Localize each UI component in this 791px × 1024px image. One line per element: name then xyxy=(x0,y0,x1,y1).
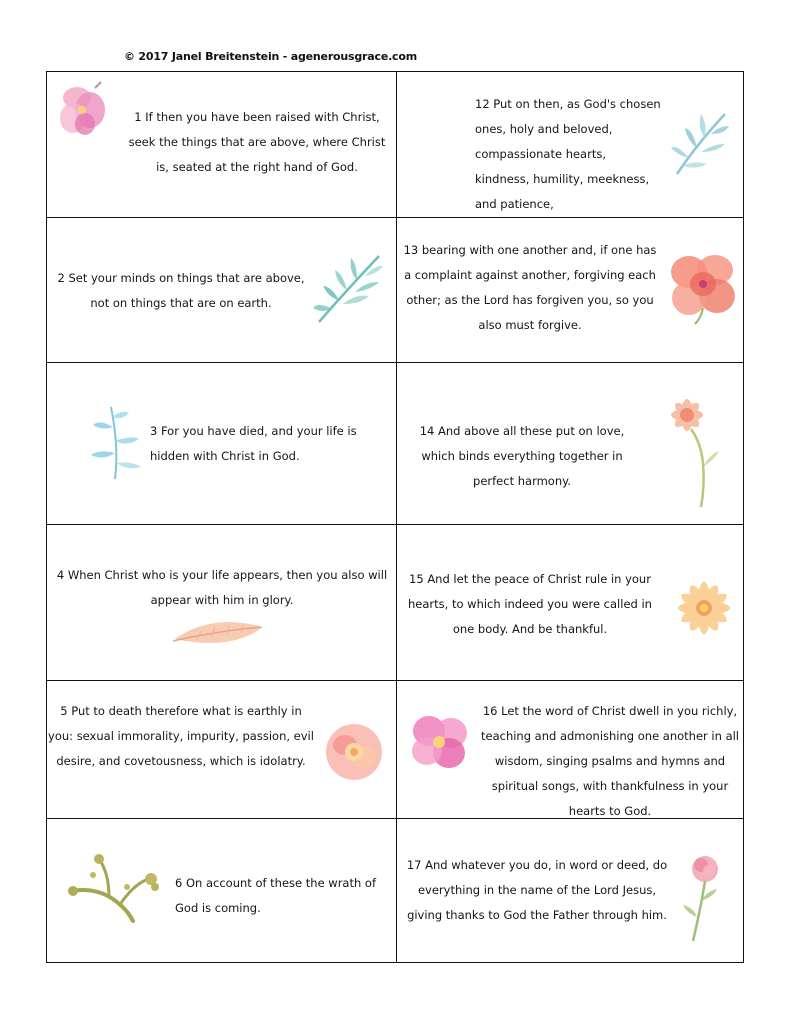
verse-card-3 xyxy=(47,363,397,525)
copyright-line: © 2017 Janel Breitenstein - agenerousgrace.com xyxy=(124,50,417,63)
peony-flower-icon xyxy=(323,721,385,783)
pink-thistle-flower-icon xyxy=(679,851,729,947)
verse-text: 15 And let the peace of Christ rule in your hearts, to which indeed you were called in one body. And be thankful. xyxy=(408,572,652,636)
verse-card-6 xyxy=(47,819,397,962)
orange-daisy-icon xyxy=(671,577,737,639)
verse-text: 2 Set your minds on things that are above, not on things that are on earth. xyxy=(57,271,305,310)
red-flower-icon xyxy=(667,246,739,326)
verse-card-14 xyxy=(397,363,743,525)
verse-text: 1 If then you have been raised with Christ, seek the things that are above, where Christ is, seated at the right hand of God. xyxy=(128,110,386,174)
verse-card-17 xyxy=(397,819,743,962)
verse-card-15 xyxy=(397,525,743,681)
verse-text: 13 bearing with one another and, if one has a complaint against another, forgiving each other; as the Lord has forgiven you, so you also must forgive. xyxy=(403,243,657,332)
verse-text: 4 When Christ who is your life appears, then you also will appear with him in glory. xyxy=(56,568,388,607)
verse-card-4 xyxy=(47,525,397,681)
blue-sprig-icon xyxy=(85,403,147,481)
verse-text: 3 For you have died, and your life is hidden with Christ in God. xyxy=(150,424,357,463)
pink-flower-icon xyxy=(55,80,113,142)
verse-text: 5 Put to death therefore what is earthly in you: sexual immorality, impurity, passion, evil desire, and covetousness, which is idolatry. xyxy=(48,704,314,768)
verse-card-5 xyxy=(47,681,397,819)
verse-text: 14 And above all these put on love, which binds everything together in perfect harmony. xyxy=(419,424,625,488)
teal-leaf-branch-icon xyxy=(309,248,385,328)
verse-card-2 xyxy=(47,218,397,363)
verse-text: 12 Put on then, as God's chosen ones, holy and beloved, compassionate hearts, kindness, humility, meekness, and patience, xyxy=(475,97,661,211)
verse-card-12 xyxy=(397,72,743,218)
verse-card-grid xyxy=(46,71,744,963)
magenta-flower-icon xyxy=(407,709,473,773)
verse-text: 6 On account of these the wrath of God is coming. xyxy=(175,876,377,915)
olive-branch-icon xyxy=(65,853,165,925)
blue-leaf-sprig-icon xyxy=(667,104,731,180)
verse-card-1 xyxy=(47,72,397,218)
verse-card-13 xyxy=(397,218,743,363)
verse-card-16 xyxy=(397,681,743,819)
peach-daisy-stem-icon xyxy=(657,393,727,513)
verse-text: 16 Let the word of Christ dwell in you richly, teaching and admonishing one another in all wisdom, singing psalms and hymns and spiritual songs, with thankfulness in your hearts to God. xyxy=(480,704,740,818)
verse-text: 17 And whatever you do, in word or deed, do everything in the name of the Lord Jesus, giving thanks to God the Father through him. xyxy=(406,858,668,922)
peach-feather-icon xyxy=(171,617,267,649)
